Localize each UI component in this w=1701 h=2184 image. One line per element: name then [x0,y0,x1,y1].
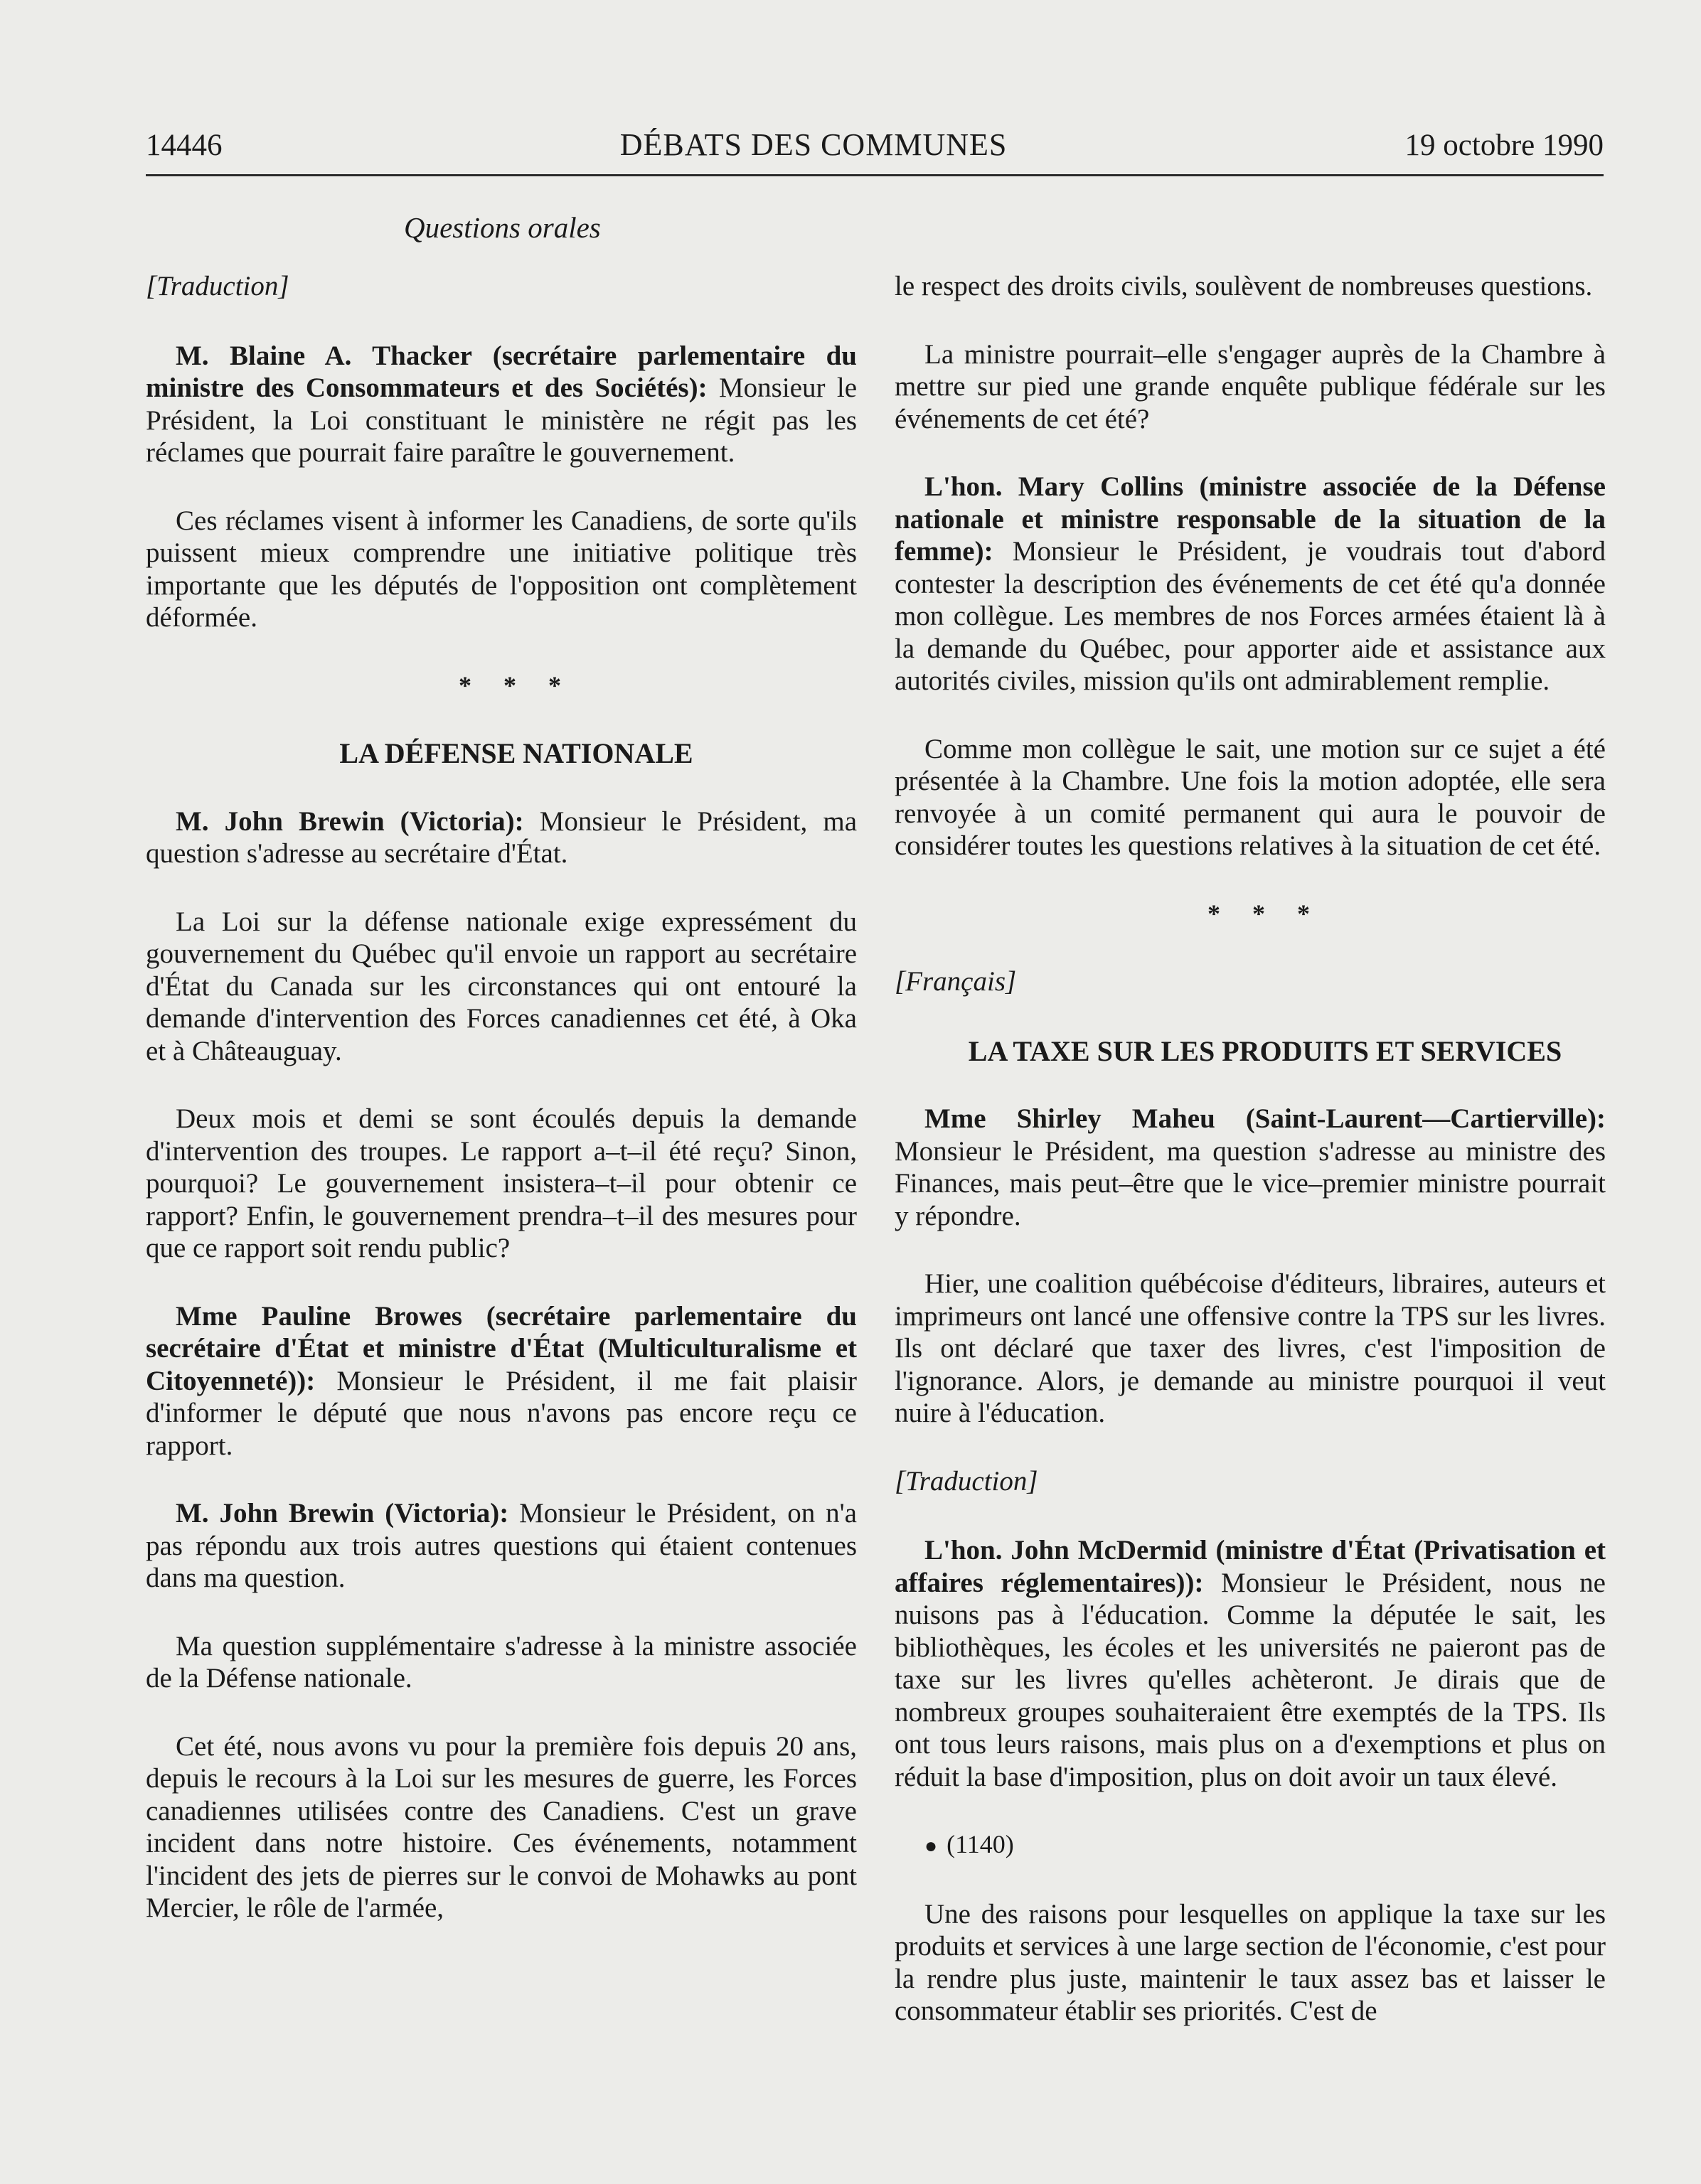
paragraph: Ma question supplémentaire s'adresse à la ministre associée de la Défense nationale. [146,1630,857,1693]
translation-tag: [Traduction] [146,271,289,301]
paragraph: Comme mon collègue le sait, une motion sur ce sujet a été présentée à la Chambre. Une fois la motion adoptée, elle sera renvoyée à un comité permanent qui aura le pouvoir de considérer toutes les questions relatives à la situation de cet été. [895,733,1606,861]
paragraph-text: Monsieur le Président, nous ne nuisons pas à l'éducation. Comme la députée le sait, les bibliothèques, les écoles et les universités ne paieront pas de taxe sur les livres qu'elles achèteront. Je dirais que de nombreux groupes souhaiteraient être exemptés de la TPS. Ils ont tous leurs raisons, mais plus on a d'exemptions et plus on réduit la base d'imposition, plus on doit avoir un taux élevé. [895,1567,1606,1792]
speaker-name: M. John Brewin (Victoria): [176,1498,509,1529]
paragraph [146,1300,857,1462]
paragraph-text: Monsieur le Président, on n'a pas répondu aux trois autres questions qui étaient contenues dans ma question. [146,1498,857,1593]
speaker-name: Mme Shirley Maheu (Saint-Laurent—Cartierville): [924,1103,1606,1134]
paragraph: Deux mois et demi se sont écoulés depuis la demande d'intervention des troupes. Le rapport a–t–il été reçu? Sinon, pourquoi? Le gouvernement insistera–t–il pour obtenir ce rapport? Enfin, le gouvernement prendra–t–il des mesures pour que ce rapport soit rendu public? [146,1103,857,1263]
paragraph: La ministre pourrait–elle s'engager auprès de la Chambre à mettre sur pied une grande enquête publique fédérale sur les événements de cet été? [895,338,1606,434]
speaker-name: M. Blaine A. Thacker (secrétaire parlementaire du ministre des Consommateurs et des Sociétés): [146,340,857,403]
publication-title: DÉBATS DES COMMUNES [619,127,1008,162]
bullet-icon: ● [924,1834,938,1858]
paragraph [895,471,1606,697]
paragraph [146,340,857,469]
paragraph [146,1497,857,1595]
section-heading: LA DÉFENSE NATIONALE [339,737,693,769]
paragraph-text: Monsieur le Président, ma question s'adresse au secrétaire d'État. [146,805,857,869]
paragraph: Cet été, nous avons vu pour la première fois depuis 20 ans, depuis le recours à la Loi sur les mesures de guerre, les Forces canadiennes utilisées contre des Canadiens. C'est un grave incident dans notre histoire. Ces événements, notamment l'incident des jets de pierres sur le convoi de Mohawks au pont Mercier, le rôle de l'armée, [146,1730,857,1923]
paragraph [146,805,857,870]
paragraph [895,1103,1606,1232]
section-heading: LA TAXE SUR LES PRODUITS ET SERVICES [968,1034,1562,1067]
speaker-name: M. John Brewin (Victoria): [176,805,524,837]
page-header [146,128,1604,162]
paragraph: Une des raisons pour lesquelles on applique la taxe sur les produits et services à une large section de l'économie, c'est pour la rendre plus juste, maintenir le taux assez bas et laisser le consommateur établir ses priorités. C'est de [895,1898,1606,2026]
speaker-name: Mme Pauline Browes (secrétaire parlementaire du secrétaire d'État et ministre d'État (Multiculturalisme et Citoyenneté)): [146,1300,857,1396]
speaker-name: L'hon. Mary Collins (ministre associée de la Défense nationale et ministre responsable de la situation de la femme): [895,471,1606,567]
speaker-name: L'hon. John McDermid (ministre d'État (Privatisation et affaires réglementaires)): [895,1535,1606,1598]
paragraph: Hier, une coalition québécoise d'éditeurs, libraires, auteurs et imprimeurs ont lancé une offensive contre la TPS sur les livres. Ils ont déclaré que taxer des livres, c'est l'imposition de l'ignorance. Alors, je demande au ministre pourquoi il veut nuire à l'éducation. [895,1268,1606,1428]
paragraph-text: Monsieur le Président, ma question s'adresse au ministre des Finances, mais peut–être que le vice–premier ministre pourrait y répondre. [895,1135,1606,1231]
header-rule [146,174,1604,176]
section-label: Questions orales [404,211,601,244]
section-separator: * * * [459,670,574,700]
paragraph-text: Monsieur le Président, je voudrais tout d'abord contester la description des événements de cet été qu'a donnée mon collègue. Les membres de nos Forces armées étaient là à la demande du Québec, pour apporter aide et assistance aux autorités civiles, mission qu'ils ont admirablement remplie. [895,536,1606,696]
paragraph: le respect des droits civils, soulèvent de nombreuses questions. [895,271,1593,301]
left-column [146,270,857,1960]
language-tag: [Français] [895,966,1017,997]
paragraph [895,1534,1606,1793]
paragraph: La Loi sur la défense nationale exige expressément du gouvernement du Québec qu'il envoie un rapport au secrétaire d'État du Canada sur les circonstances qui ont entouré la demande d'intervention des Forces canadiennes cet été, à Oka et à Châteauguay. [146,906,857,1066]
page-number: 14446 [146,129,223,162]
translation-tag: [Traduction] [895,1465,1038,1497]
right-column [895,270,1606,2063]
paragraph: Ces réclames visent à informer les Canadiens, de sorte qu'ils puissent mieux comprendre une initiative politique très importante que les députés de l'opposition ont complètement déformée. [146,505,857,633]
paragraph-text: Monsieur le Président, il me fait plaisir d'informer le député que nous n'avons pas encore reçu ce rapport. [146,1365,857,1461]
time-marker-text: (1140) [947,1830,1014,1858]
section-separator: * * * [1207,899,1323,928]
time-marker [895,1829,1606,1863]
paragraph-text: Monsieur le Président, la Loi constituant le ministère ne régit pas les réclames que pourrait faire paraître le gouvernement. [146,373,857,468]
page-date: 19 octobre 1990 [1404,129,1604,162]
